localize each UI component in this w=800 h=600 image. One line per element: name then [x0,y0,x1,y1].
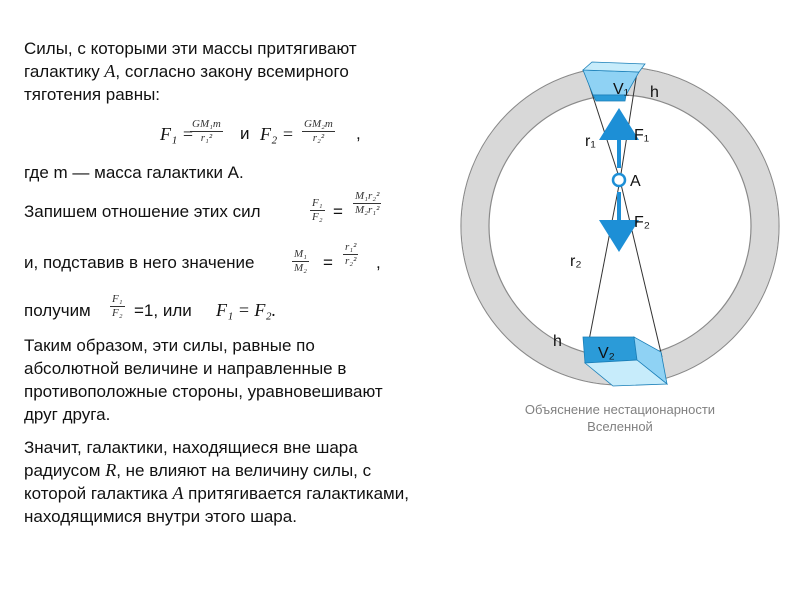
substitute-text: и, подставив в него значение [24,253,255,272]
substitute-equals: = [323,253,333,272]
galaxy-a-symbol-2: A [172,483,184,503]
substitute-lhs-denominator: M₂ [294,262,307,274]
caption-line-2: Вселенной [587,419,653,434]
label-f1: F₁ [634,127,650,144]
substitute-lhs-numerator: M₁ [294,248,307,260]
conclusion2-line-4: находящимися внутри этого шара. [24,507,297,526]
label-point-a: A [630,173,641,190]
diagram-caption [490,401,750,435]
formula-comma: , [356,124,361,143]
ratio-text: Запишем отношение этих сил [24,202,261,221]
label-h-top: h [650,84,659,101]
conclusion2-line-3-pre: которой галактика [24,484,173,503]
conclusion2-line-3-post: притягивается галактиками, [183,484,409,503]
radius-r-symbol: R [105,460,117,480]
formula-and: и [240,124,250,143]
conclusion2-line-2-post: , не влияют на величину силы, с [116,461,372,480]
f1-numerator: GM₁m [192,118,221,130]
galaxy-a-symbol: A [104,61,116,81]
result-numerator: F₁ [112,293,123,305]
f1-denominator: r₁² [200,132,213,144]
label-f2: F₂ [634,214,650,231]
cone-line-bottom-left [586,180,620,356]
caption-line-1: Объяснение нестационарности [524,402,716,417]
f2-denominator: r₂² [312,132,325,144]
conclusion2-line-1: Значит, галактики, находящиеся вне шара [24,438,358,457]
label-v1: V₁ [613,81,630,98]
intro-line-2-post: , согласно закону всемирного [115,62,349,81]
intro-line-3: тяготения равны: [24,85,161,104]
cone-line-bottom-right [620,180,662,357]
ratio-equals: = [333,202,343,221]
intro-line-1: Силы, с которыми эти массы притягивают [24,39,357,58]
label-r1: r₁ [585,133,596,150]
f2-lhs: F₂ = [260,124,294,144]
result-eq-one: =1, или [134,301,192,320]
result-text: получим [24,301,91,320]
substitute-rhs-numerator: r₁² [345,241,357,253]
ratio-rhs-denominator: M₂r₁² [355,204,380,216]
f2-numerator: GM₂m [304,118,333,130]
substitute-comma: , [376,253,381,272]
ratio-lhs-denominator: F₂ [312,211,323,223]
label-h-bottom: h [553,333,562,350]
label-r2: r₂ [570,253,582,270]
conclusion1-line-1: Таким образом, эти силы, равные по [24,336,315,355]
intro-line-2-pre: галактику [24,62,105,81]
ratio-lhs-numerator: F₁ [312,197,323,209]
conclusion1-line-2: абсолютной величине и направленные в [24,359,347,378]
substitute-rhs-denominator: r₂² [345,255,357,267]
point-a-marker [613,174,625,186]
conclusion1-line-4: друг друга. [24,405,111,424]
ratio-rhs-numerator: M₁r₂² [355,190,380,202]
result-final: F₁ = F₂. [216,300,277,320]
conclusion2-line-2-pre: радиусом [24,461,106,480]
result-denominator: F₂ [112,307,123,319]
f1-lhs: F₁ = [160,124,194,144]
label-v2: V₂ [598,345,615,362]
conclusion1-line-3: противоположные стороны, уравновешивают [24,382,383,401]
mass-note: где m — масса галактики А. [24,163,244,182]
